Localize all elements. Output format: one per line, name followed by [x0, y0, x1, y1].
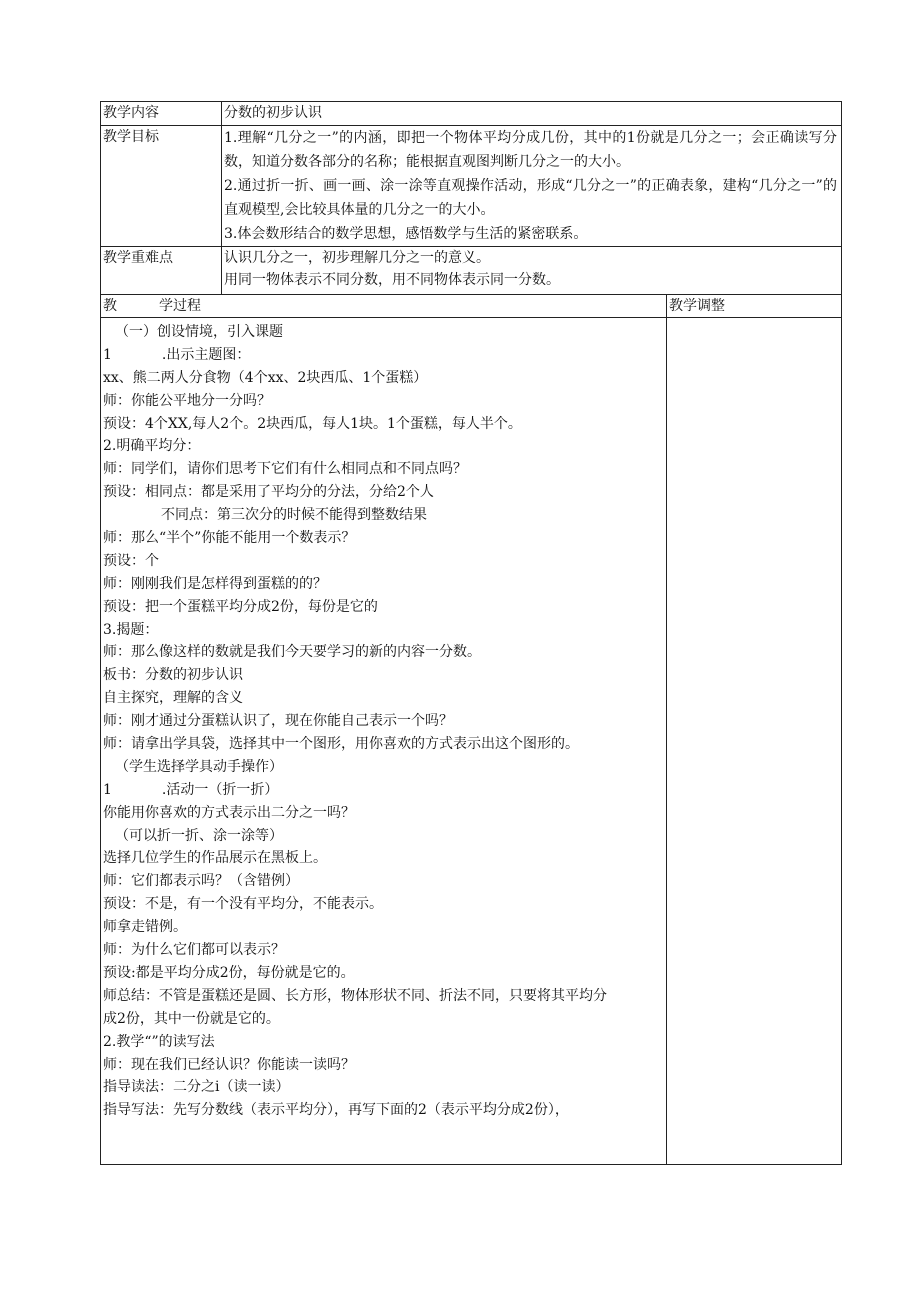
process-line: 师：刚刚我们是怎样得到蛋糕的的？ — [103, 575, 327, 592]
process-line: 2.明确平均分： — [103, 438, 201, 455]
content-value: 分数的初步认识 — [222, 102, 842, 126]
process-line: 预设：不是，有一个没有平均分，不能表示。 — [103, 896, 383, 913]
key-points-cell — [222, 246, 842, 294]
process-line: 成2份，其中一份就是它的。 — [103, 1010, 280, 1027]
process-line: 板书：分数的初步认识 — [103, 667, 243, 684]
row-goals — [101, 125, 842, 246]
process-line: 师：你能公平地分一分吗？ — [103, 392, 271, 409]
content-label: 教学内容 — [101, 102, 222, 126]
goal-item: 1.理解“几分之一”的内涵，即把一个物体平均分成几份，其中的1份就是几分之一；会正确读写分数，知道分数各部分的名称；能根据直观图判断几分之一的大小。 — [224, 129, 837, 170]
process-line: 师：刚才通过分蛋糕认识了，现在你能自己表示一个吗？ — [103, 713, 453, 730]
key-point-item: 用同一物体表示不同分数，用不同物体表示同一分数。 — [224, 272, 560, 288]
row-process-body — [101, 318, 842, 1165]
row-process-header — [101, 294, 842, 318]
row-content — [101, 102, 842, 126]
process-header-a: 教 — [103, 297, 117, 314]
process-line: 指导写法：先写分数线（表示平均分），再写下面的2（表示平均分成2份）， — [103, 1102, 569, 1119]
process-line: xx、熊二两人分食物（4个xx、2块西瓜、1个蛋糕） — [103, 369, 428, 386]
adjustment-header: 教学调整 — [667, 294, 842, 318]
process-line: （可以折一折、涂一涂等） — [115, 827, 283, 844]
process-line: 预设:都是平均分成2份，每份就是它的。 — [103, 964, 355, 981]
process-line: 预设：4个XX,每人2个。2块西瓜，每人1块。1个蛋糕，每人半个。 — [103, 415, 522, 432]
process-line: 师拿走错例。 — [103, 919, 187, 936]
process-line: 师总结：不管是蛋糕还是圆、长方形，物体形状不同、折法不同，只要将其平均分 — [103, 987, 607, 1004]
process-line: 不同点：第三次分的时候不能得到整数结果 — [161, 507, 427, 524]
process-line: 师：为什么它们都可以表示？ — [103, 942, 285, 959]
process-line: 2.教学“”的读写法 — [103, 1033, 215, 1050]
process-line: 师：现在我们已经认识？你能读一读吗？ — [103, 1056, 355, 1073]
process-line: 1 .活动一（折一折） — [103, 781, 279, 798]
process-header-b: 学过程 — [159, 297, 201, 314]
process-line: 指导读法：二分之i（读一读） — [103, 1079, 290, 1096]
goal-item: 2.通过折一折、画一画、涂一涂等直观操作活动，形成“几分之一”的正确表象，建构“几分之一”的直观模型,会比较具体量的几分之一的大小。 — [224, 177, 837, 218]
process-line: 师：请拿出学具袋，选择其中一个图形，用你喜欢的方式表示出这个图形的。 — [103, 736, 579, 753]
process-line: 师：那么“半个”你能不能用一个数表示？ — [103, 530, 356, 547]
process-header — [101, 294, 667, 318]
goal-item: 3.体会数形结合的数学思想，感悟数学与生活的紧密联系。 — [224, 225, 588, 242]
key-point-item: 认识几分之一，初步理解几分之一的意义。 — [224, 249, 490, 266]
process-line: 自主探究，理解的含义 — [103, 690, 243, 707]
adjustment-cell — [667, 318, 842, 1165]
process-line: （学生选择学具动手操作） — [115, 758, 283, 775]
process-line: 1 .出示主题图： — [103, 346, 251, 363]
key-points-label: 教学重难点 — [101, 246, 222, 294]
row-key-points — [101, 246, 842, 294]
process-line: 师：它们都表示吗？（含错例） — [103, 873, 299, 890]
process-line: 选择几位学生的作品展示在黑板上。 — [103, 850, 327, 867]
goals-label: 教学目标 — [101, 125, 222, 246]
process-line: 预设：相同点：都是采用了平均分的分法，分给2个人 — [103, 484, 434, 501]
process-cell — [101, 318, 667, 1165]
goals-cell — [222, 125, 842, 246]
process-line: 你能用你喜欢的方式表示出二分之一吗？ — [103, 804, 355, 821]
process-line: 预设：把一个蛋糕平均分成2份，每份是它的 — [103, 598, 378, 615]
process-line: 师：同学们，请你们思考下它们有什么相同点和不同点吗？ — [103, 461, 467, 478]
lesson-plan-table — [100, 101, 842, 1165]
process-line: 预设：个 — [103, 552, 159, 569]
process-line: 师：那么像这样的数就是我们今天要学习的新的内容一分数。 — [103, 644, 481, 661]
process-line: 3.揭题： — [103, 621, 159, 638]
process-line: （一）创设情境，引入课题 — [115, 324, 283, 340]
